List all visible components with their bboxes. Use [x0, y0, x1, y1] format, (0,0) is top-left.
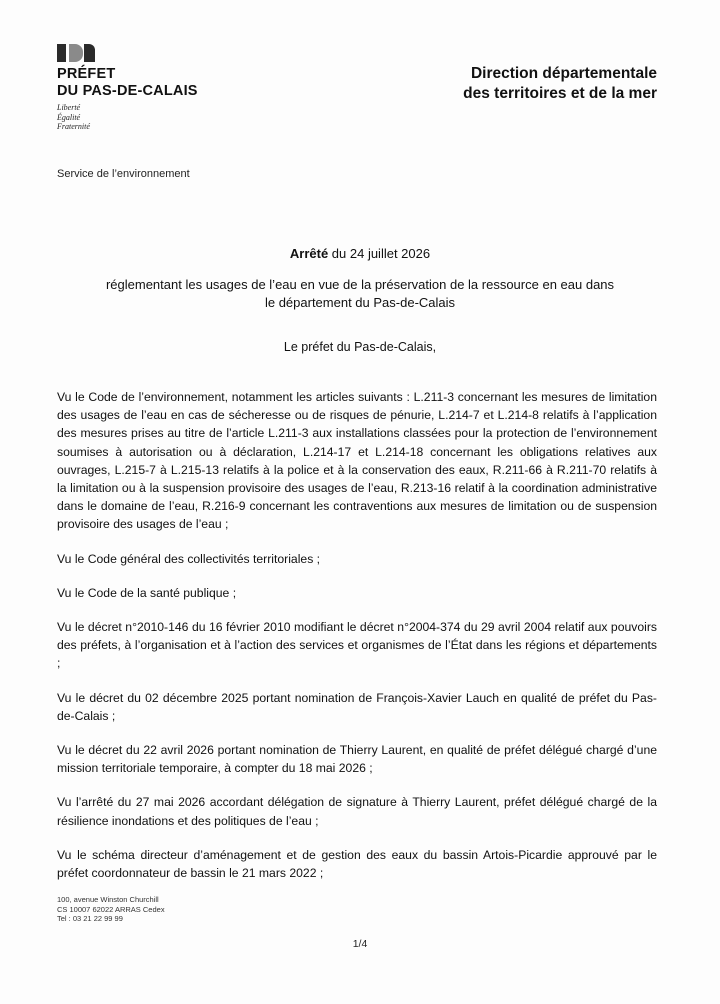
document-subtitle: réglementant les usages de l’eau en vue de la préservation de la ressource en eau dans le département du Pas-de-Calais — [105, 277, 615, 310]
address-street: 100, avenue Winston Churchill — [57, 895, 159, 904]
document-title — [0, 246, 720, 261]
document-body — [57, 388, 657, 882]
prefet-logo — [57, 44, 217, 132]
address-phone: Tel : 03 21 22 99 99 — [57, 914, 123, 923]
marianne-icon — [57, 44, 97, 62]
footer-address — [57, 895, 165, 924]
service-name: Service de l’environnement — [57, 168, 190, 180]
title-arrete: Arrêté — [289, 246, 329, 261]
paragraph: Vu le Code général des collectivités territoriales ; — [57, 551, 321, 566]
logo-prefet-line: PRÉFET — [57, 66, 116, 82]
paragraph: Vu le décret du 02 décembre 2025 portant nomination de François-Xavier Lauch en qualité de préfet du Pas-de-Calais ; — [57, 690, 657, 723]
paragraph: Vu l’arrêté du 27 mai 2026 accordant délégation de signature à Thierry Laurent, préfet délégué chargé de la résilience inondations et des politiques de l’eau ; — [57, 795, 657, 828]
address-postal: CS 10007 62022 ARRAS Cedex — [57, 904, 165, 914]
prefet-line: Le préfet du Pas-de-Calais, — [283, 340, 437, 354]
title-date: du 24 juillet 2026 — [328, 246, 431, 261]
motto-liberte: Liberté — [57, 103, 81, 112]
direction-line-2: des territoires et de la mer — [463, 85, 657, 102]
paragraph: Vu le Code de la santé publique ; — [57, 585, 237, 600]
motto-egalite: Égalité — [57, 112, 81, 122]
paragraph: Vu le décret du 22 avril 2026 portant nomination de Thierry Laurent, en qualité de préfet délégué chargé d’une mission territoriale temporaire, à compter du 18 mai 2026 ; — [57, 743, 657, 776]
motto-fraternite: Fraternité — [57, 122, 90, 131]
paragraph: Vu le décret n°2010-146 du 16 février 2010 modifiant le décret n°2004-374 du 29 avril 2004 relatif aux pouvoirs des préfets, à l’organisation et à l’action des services et organismes de l’État dans les régions et départements ; — [57, 620, 657, 671]
page-number: 1/4 — [352, 938, 368, 950]
direction-line-1: Direction départementale — [470, 65, 657, 82]
paragraph: Vu le Code de l’environnement, notamment les articles suivants : L.211-3 concernant les mesures de limitation des usages de l’eau en cas de sécheresse ou de risques de pénurie, L.214-7 et L.214-8 relatifs à l’application des mesures prises au titre de l’article L.211-3 aux installations classées pour la protection de l’environnement soumises à autorisation ou à déclaration, L.214-17 et L.214-18 concernant les obligations relatives aux ouvrages, L.215-7 à L.215-13 relatifs à la police et à la conservation des eaux, R.211-66 à R.211-70 relatifs à la limitation ou à la suspension provisoire des usages de l’eau, R.213-16 relatif à la coordination administrative dans le domaine de l’eau, R.216-9 concernant les contraventions aux mesures de limitation ou de suspension provisoire des usages de l’eau ; — [57, 390, 657, 532]
paragraph: Vu le schéma directeur d’aménagement et de gestion des eaux du bassin Artois-Picardie approuvé par le préfet coordonnateur de bassin le 21 mars 2022 ; — [57, 847, 657, 881]
issuing-direction — [463, 64, 657, 104]
logo-department-line: DU PAS-DE-CALAIS — [57, 83, 198, 99]
republic-motto — [57, 103, 217, 132]
